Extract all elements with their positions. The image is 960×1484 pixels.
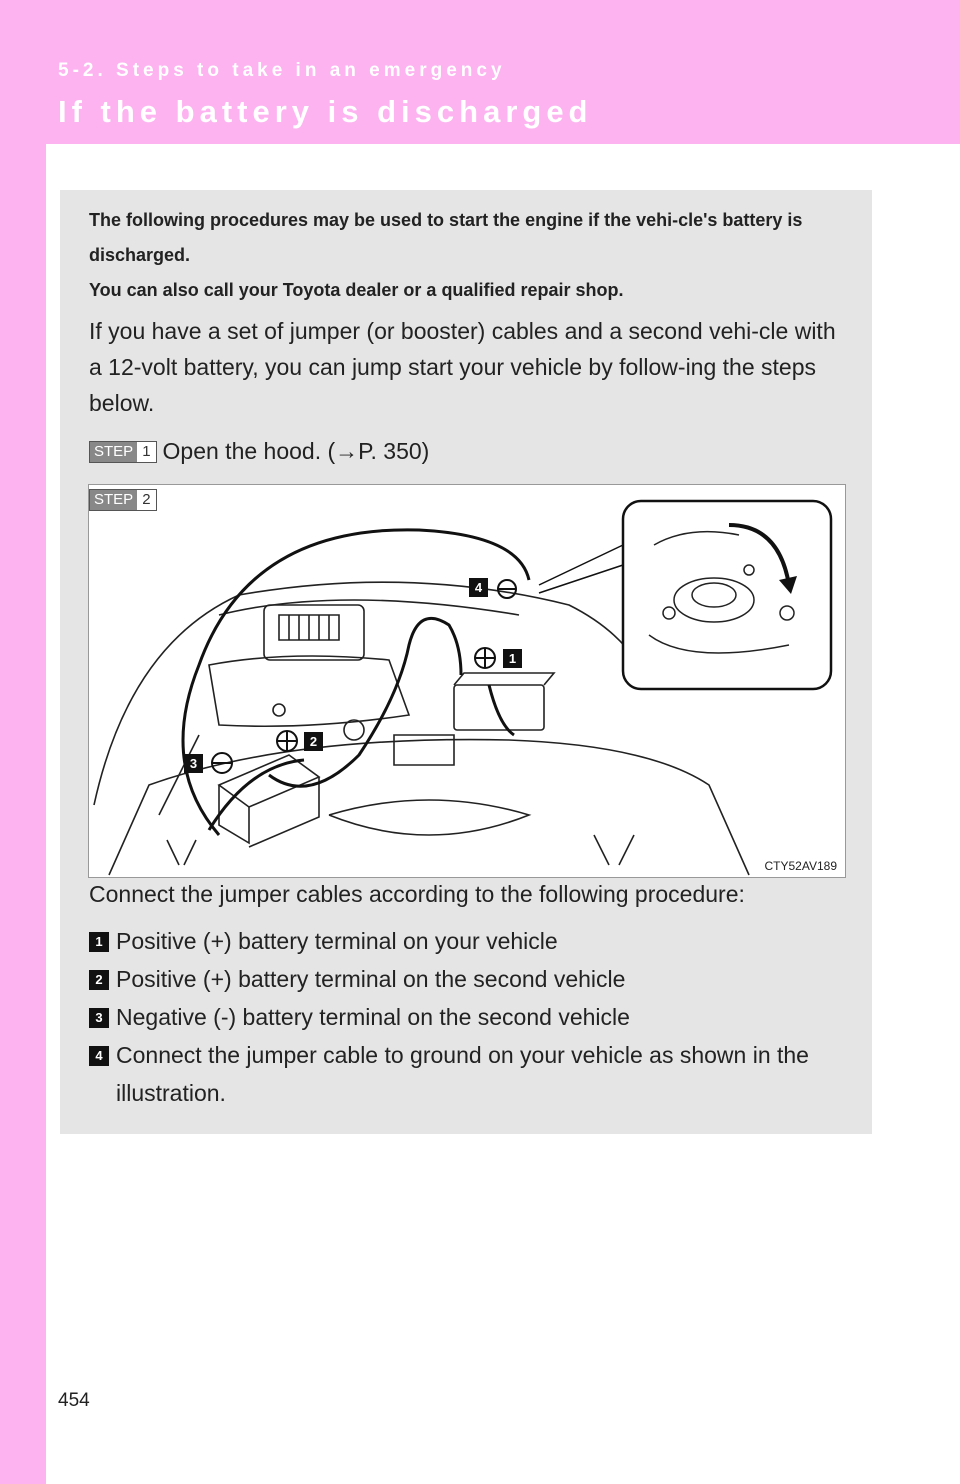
intro-line-1: The following procedures may be used to start the engine if the vehi-cle's battery is discharged. (89, 210, 803, 265)
list-item (89, 998, 859, 1036)
step-1-badge-word: STEP (90, 442, 137, 462)
callout-4-label: 4 (474, 580, 483, 595)
callout-1-label: 1 (508, 651, 517, 666)
step-1-badge-num: 1 (142, 443, 151, 460)
list-item-text: Positive (+) battery terminal on your vehicle (116, 928, 558, 954)
step-1 (89, 436, 429, 466)
connect-intro: Connect the jumper cables according to the following procedure: (89, 881, 745, 907)
list-item (89, 922, 859, 960)
step-2-badge-num: 2 (142, 491, 151, 508)
intro-block (89, 203, 849, 308)
list-item-text: Positive (+) battery terminal on the second vehicle (116, 966, 626, 992)
list-item-number: 4 (89, 1046, 109, 1066)
body-paragraph: If you have a set of jumper (or booster) cables and a second vehi-cle with a 12-volt battery, you can jump start your vehicle by follow-ing the steps below. (89, 318, 836, 416)
step-1-badge (89, 441, 157, 463)
connection-steps-list (89, 922, 859, 1112)
callout-2-label: 2 (309, 734, 318, 749)
intro-line-2: You can also call your Toyota dealer or a qualified repair shop. (89, 280, 624, 300)
step-1-text: Open the hood. (→P. 350) (162, 438, 430, 464)
list-item-text: Connect the jumper cable to ground on your vehicle as shown in the illustration. (116, 1042, 809, 1106)
page-number: 454 (58, 1390, 90, 1411)
side-strip (0, 0, 46, 1484)
list-item-number: 3 (89, 1008, 109, 1028)
header-band (0, 0, 960, 144)
callout-3-label: 3 (189, 756, 198, 771)
step-2-badge-word: STEP (90, 490, 137, 510)
jump-start-illustration (88, 484, 846, 878)
page-title: If the battery is discharged (58, 94, 593, 129)
list-item-text: Negative (-) battery terminal on the second vehicle (116, 1004, 630, 1030)
list-item (89, 960, 859, 998)
figure-code: CTY52AV189 (764, 859, 837, 873)
list-item-number: 1 (89, 932, 109, 952)
engine-bay-drawing (89, 485, 845, 877)
list-item (89, 1036, 859, 1112)
section-label: 5-2. Steps to take in an emergency (58, 60, 506, 81)
list-item-number: 2 (89, 970, 109, 990)
